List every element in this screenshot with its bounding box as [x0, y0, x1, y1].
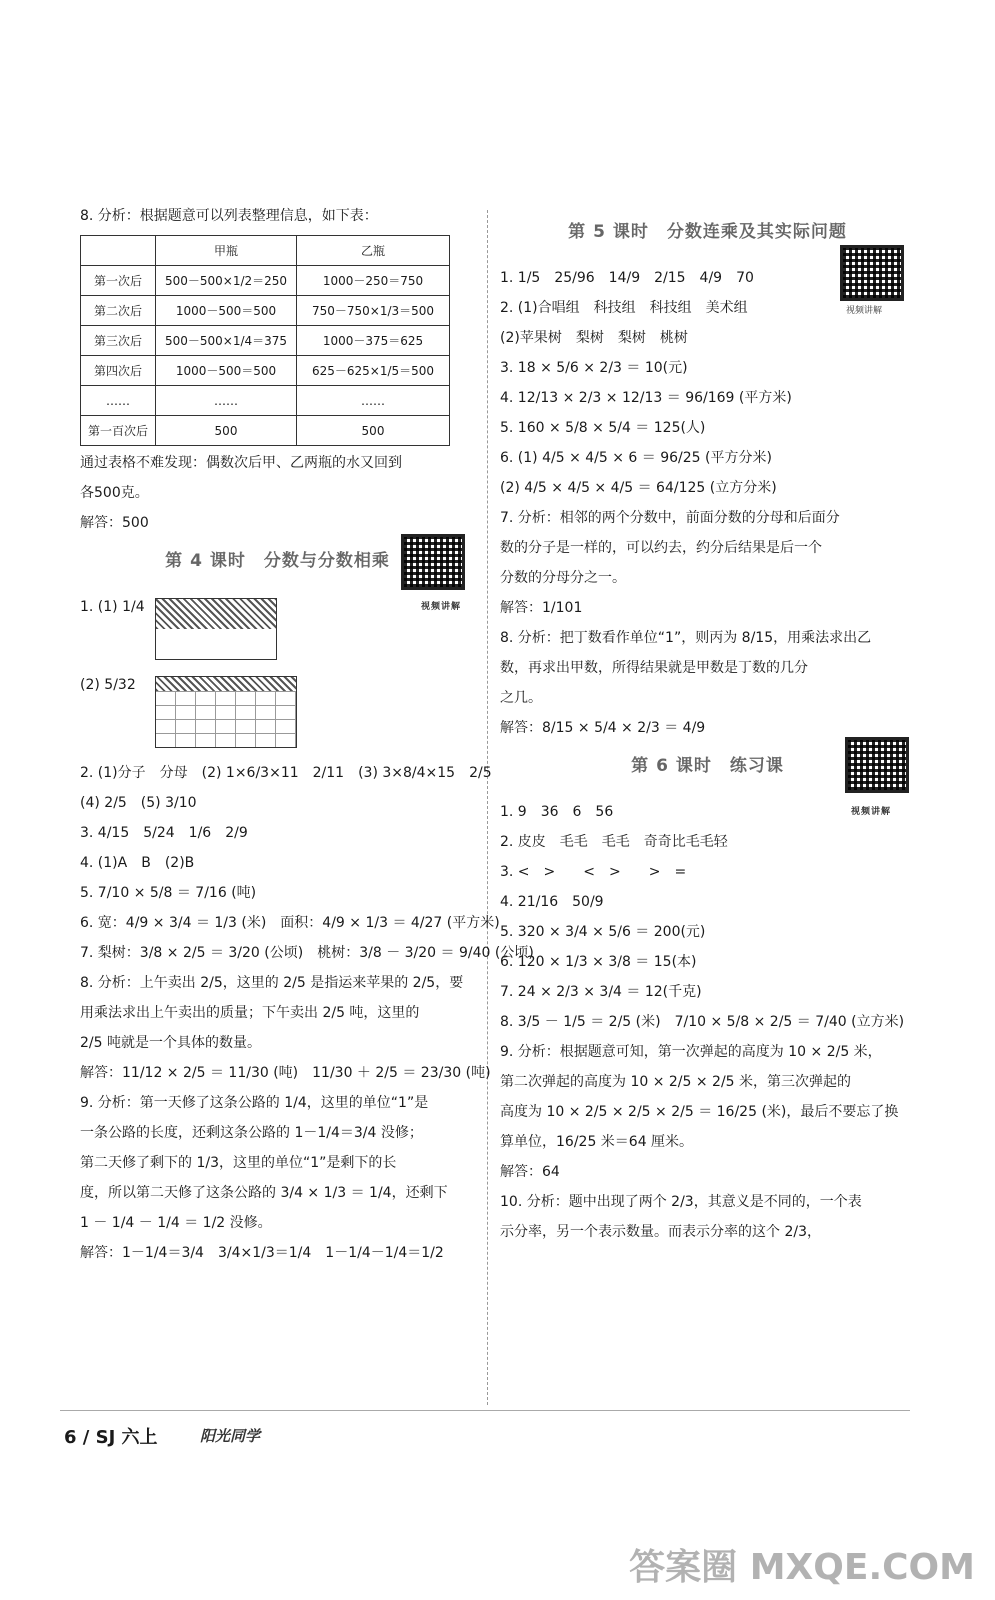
answer-line: 第二次弹起的高度为 10 × 2/5 × 2/5 米，第三次弹起的 — [500, 1074, 852, 1090]
table-header: 乙瓶 — [297, 236, 450, 266]
column-divider — [487, 210, 488, 1405]
brand-logo: 阳光同学 — [200, 1427, 261, 1445]
answer-line: (2) 4/5 × 4/5 × 4/5 ＝ 64/125 (立方分米) — [500, 480, 777, 496]
qr-label: 视频讲解 — [851, 807, 892, 817]
lesson-6-title-text: 第 6 课时 练习课 — [631, 756, 784, 776]
answer-line: 3. < > < > > = — [500, 864, 687, 880]
answer-line: 6. 宽：4/9 × 3/4 ＝ 1/3 (米) 面积：4/9 × 1/3 ＝ 4/27 (平方米) — [80, 915, 500, 931]
answer-line: 1. 1/5 25/96 14/9 2/15 4/9 70 — [500, 270, 754, 286]
answer-line: 9. 分析：根据题意可知，第一次弹起的高度为 10 × 2/5 米， — [500, 1044, 882, 1060]
table-row — [81, 326, 450, 356]
answer-line: 3. 4/15 5/24 1/6 2/9 — [80, 825, 248, 841]
answer-line: 4. (1)A B (2)B — [80, 855, 195, 871]
answer-line: 高度为 10 × 2/5 × 2/5 × 2/5 ＝ 16/25 (米)，最后不要忘了换 — [500, 1104, 899, 1120]
table-cell: 625－625×1/5＝500 — [297, 356, 450, 386]
answer-line: 2. (1)分子 分母 (2) 1×6/3×11 2/11 (3) 3×8/4×15 2/5 — [80, 765, 492, 781]
bottle-table — [80, 235, 450, 446]
qr-code-icon[interactable] — [845, 737, 909, 793]
table-cell: 第三次后 — [81, 326, 156, 356]
answer-line: 1. 9 36 6 56 — [500, 804, 614, 820]
table-cell: …… — [156, 386, 297, 416]
table-header — [81, 236, 156, 266]
table-cell: 500－500×1/4＝375 — [156, 326, 297, 356]
table-header-row — [81, 236, 450, 266]
answer-line: 解答：1/101 — [500, 600, 583, 616]
table-row — [81, 416, 450, 446]
qr-label: 视频讲解 — [846, 306, 883, 316]
answer-line: 解答：8/15 × 5/4 × 2/3 ＝ 4/9 — [500, 720, 706, 736]
table-cell: 1000－500＝500 — [156, 296, 297, 326]
answer-line: 解答：11/12 × 2/5 ＝ 11/30 (吨) 11/30 ＋ 2/5 ＝ 23/30 (吨) — [80, 1065, 491, 1081]
answer-line: 5. 320 × 3/4 × 5/6 ＝ 200(元) — [500, 924, 706, 940]
answer-line: 7. 分析：相邻的两个分数中，前面分数的分母和后面分 — [500, 510, 840, 526]
lesson-5-title-text: 第 5 课时 分数连乘及其实际问题 — [568, 222, 847, 242]
answer-line: 数，再求出甲数，所得结果就是甲数是丁数的几分 — [500, 660, 808, 676]
table-row — [81, 266, 450, 296]
answer-line: 2. 皮皮 毛毛 毛毛 奇奇比毛毛轻 — [500, 834, 728, 850]
table-cell: 第四次后 — [81, 356, 156, 386]
table-cell: 1000－500＝500 — [156, 356, 297, 386]
qr-label: 视频讲解 — [420, 602, 461, 612]
answer-line: 6. 120 × 1/3 × 3/8 ＝ 15(本) — [500, 954, 697, 970]
right-column — [500, 205, 915, 1251]
answer-line: 之几。 — [500, 690, 542, 706]
answer-line: (2)苹果树 梨树 梨树 桃树 — [500, 330, 688, 346]
answer-line: 数的分子是一样的，可以约去，约分后结果是后一个 — [500, 540, 822, 556]
answer-line: 8. 分析：把丁数看作单位“1”，则丙为 8/15，用乘法求出乙 — [500, 630, 872, 646]
answer-line: 7. 梨树：3/8 × 2/5 ＝ 3/20 (公顷) 桃树：3/8 － 3/20 ＝ 9/40 (公顷) — [80, 945, 534, 961]
answer-line: 用乘法求出上午卖出的质量；下午卖出 2/5 吨，这里的 — [80, 1005, 420, 1021]
watermark-logo: 答案圈 MXQE.COM — [629, 1547, 975, 1588]
answer-line: 4. 21/16 50/9 — [500, 894, 604, 910]
table-row — [81, 356, 450, 386]
answer-line: (2) 5/32 — [80, 677, 136, 693]
answer-line: 2. (1)合唱组 科技组 科技组 美术组 — [500, 300, 748, 316]
q8-intro: 8. 分析：根据题意可以列表整理信息，如下表： — [80, 208, 378, 224]
table-cell: 500 — [156, 416, 297, 446]
lesson-5-title — [500, 215, 915, 249]
answer-line: 第二天修了剩下的 1/3，这里的单位“1”是剩下的长 — [80, 1155, 397, 1171]
qr-code-icon[interactable] — [401, 534, 465, 590]
table-cell: …… — [81, 386, 156, 416]
q8-conclusion: 通过表格不难发现：偶数次后甲、乙两瓶的水又回到 — [80, 455, 402, 471]
answer-line: 度，所以第二天修了这条公路的 3/4 × 1/3 ＝ 1/4，还剩下 — [80, 1185, 448, 1201]
table-header: 甲瓶 — [156, 236, 297, 266]
answer-line: 分数的分母分之一。 — [500, 570, 626, 586]
table-cell: 第一百次后 — [81, 416, 156, 446]
answer-line: 10. 分析：题中出现了两个 2/3，其意义是不同的，一个表 — [500, 1194, 862, 1210]
answer-line: 8. 分析：上午卖出 2/5，这里的 2/5 是指运来苹果的 2/5，要 — [80, 975, 464, 991]
answer-line: 2/5 吨就是一个具体的数量。 — [80, 1035, 261, 1051]
table-cell: 第一次后 — [81, 266, 156, 296]
table-row — [81, 296, 450, 326]
answer-line: 8. 3/5 － 1/5 ＝ 2/5 (米) 7/10 × 5/8 × 2/5 ＝ 7/40 (立方米) — [500, 1014, 905, 1030]
answer-line: (4) 2/5 (5) 3/10 — [80, 795, 197, 811]
answer-line: 1. (1) 1/4 — [80, 599, 145, 615]
answer-line: 6. (1) 4/5 × 4/5 × 6 ＝ 96/25 (平方分米) — [500, 450, 772, 466]
answer-line: 解答：64 — [500, 1164, 560, 1180]
lesson-4-title-text: 第 4 课时 分数与分数相乘 — [165, 551, 390, 571]
table-cell: 500 — [297, 416, 450, 446]
table-row — [81, 386, 450, 416]
answer-line: 示分率，另一个表示数量。而表示分率的这个 2/3， — [500, 1224, 821, 1240]
q8-conclusion: 各500克。 — [80, 485, 149, 501]
table-cell: …… — [297, 386, 450, 416]
page-footer — [60, 1410, 910, 1447]
answer-line: 4. 12/13 × 2/3 × 12/13 ＝ 96/169 (平方米) — [500, 390, 792, 406]
answer-line: 9. 分析：第一天修了这条公路的 1/4，这里的单位“1”是 — [80, 1095, 429, 1111]
table-cell: 1000－375＝625 — [297, 326, 450, 356]
answer-line: 1 － 1/4 － 1/4 ＝ 1/2 没修。 — [80, 1215, 272, 1231]
answer-line: 5. 7/10 × 5/8 ＝ 7/16 (吨) — [80, 885, 257, 901]
answer-line: 算单位，16/25 米＝64 厘米。 — [500, 1134, 694, 1150]
table-cell: 500－500×1/2＝250 — [156, 266, 297, 296]
answer-line: 5. 160 × 5/8 × 5/4 ＝ 125(人) — [500, 420, 706, 436]
answer-line: 7. 24 × 2/3 × 3/4 ＝ 12(千克) — [500, 984, 702, 1000]
answer-line: 3. 18 × 5/6 × 2/3 ＝ 10(元) — [500, 360, 688, 376]
table-cell: 750－750×1/3＝500 — [297, 296, 450, 326]
answer-line: 解答：1－1/4＝3/4 3/4×1/3＝1/4 1－1/4－1/4＝1/2 — [80, 1245, 444, 1261]
page-number: 6 / SJ 六上 — [64, 1427, 158, 1448]
table-cell: 1000－250＝750 — [297, 266, 450, 296]
answer-line: 一条公路的长度，还剩这条公路的 1－1/4＝3/4 没修； — [80, 1125, 423, 1141]
table-cell: 第二次后 — [81, 296, 156, 326]
q8-answer: 解答：500 — [80, 515, 149, 531]
